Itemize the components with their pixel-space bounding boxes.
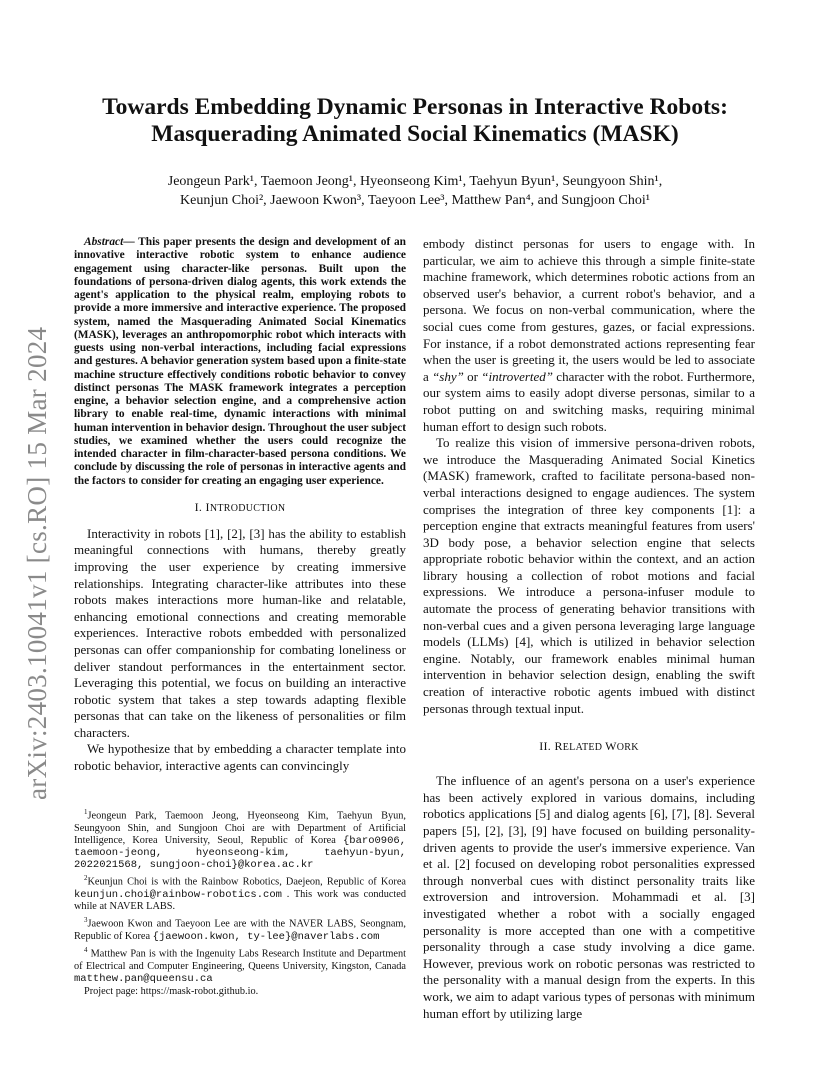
author-list — [74, 172, 756, 210]
footnote-2: $^2$Keunjun Choi is with the Rainbow Robotics, Daejeon, Republic of Korea keunjun.choi@rainbow-robotics.com . This work was conducted while at NAVER LABS. — [74, 874, 406, 913]
footnotes — [74, 806, 406, 1000]
authors-line-2: Keunjun Choi², Jaewoon Kwon³, Taeyoon Lee³, Matthew Pan⁴, and Sungjoon Choi¹ — [180, 193, 650, 208]
abstract-text: — This paper presents the design and development of an innovative interactive robotic system to enhance audience engagement using character-like personas. Built upon the foundations of persona-driven dialog agents, this work extends the agent's application to the physical realm, employing robots to provide a more immersive and interactive experience. The proposed system, named the Masquerading Animated Social Kinematics (MASK), leverages an anthropomorphic robot which interacts with guests using non-verbal interactions, including facial expressions and gestures. A behavior generation system based upon a finite-state machine structure effectively conditions robotic behavior to convey distinct personas The MASK framework integrates a perception engine, a behavior selection engine, and a comprehensive action library to enable real-time, dynamic interactions with minimal human intervention in behavior design. Throughout the user subject studies, we examined whether the users could recognize the intended character in film-character-based persona conditions. We conclude by discussing the role of personas in interactive agents and the factors to consider for creating an engaging user experience. — [74, 236, 406, 487]
footnote-3: $^3$Jaewoon Kwon and Taeyoon Lee are with the NAVER LABS, Seongnam, Republic of Korea {jaewoon.kwon, ty-lee}@naverlabs.com — [74, 916, 406, 944]
section-heading-related-work: II. RELATED WORK — [539, 739, 639, 754]
section-heading-introduction: I. INTRODUCTION — [194, 499, 286, 514]
abstract-label: Abstract — [84, 236, 124, 248]
abstract — [74, 236, 406, 488]
left-column — [74, 236, 406, 775]
related-work-paragraph-1: The influence of an agent's persona on a user's experience has been actively explored in various domains, including robotics applications [5] and dialog agents [6], [7], [8]. Several papers [5], [2], [3], [9] have focused on building personality-driven agents to provide the user's immersive experience. Van et al. [2] focused on developing robot personalities expressed through nonverbal cues with distinct personality traits like extroversion and introversion. Mohammadi et al. [3] investigated whether a robot with a socially engaged personality is more accepted than one with a competitive personality through a case study involving a dice game. However, previous work on robotic personas was restricted to the personality with a manual design from the experts. In this work, we aim to adapt various types of personas with minimum human effort by utilizing large — [423, 773, 755, 1021]
arxiv-identifier: arXiv:2403.10041v1 [cs.RO] 15 Mar 2024 — [22, 326, 52, 800]
title-line-2: Masquerading Animated Social Kinematics (MASK) — [151, 121, 679, 147]
project-page-link[interactable]: Project page: https://mask-robot.github.io. — [84, 986, 259, 998]
intro-paragraph-4: To realize this vision of immersive persona-driven robots, we introduce the Masquerading Animated Social Kinetics (MASK) framework, crafted to facilitate persona-based non-verbal interactions designed to engage audiences. The system comprises the integration of three key components [1]: a perception engine that extracts meaningful features from users' 3D body pose, a behavior selection engine that selects appropriate robotic behavior within the context, and an action library housing a collection of robot motions and facial expressions. We introduce a persona-infuser module to automate the process of generating behavior transitions with non-verbal cues and a given persona leveraging large language models (LLMs) [4], which is utilized in behavior selection engine. Notably, our framework enables minimal human intervention in behavior selection design, enabling the swift creation of interactive robotic agents imbued with distinct personas through textual input. — [423, 435, 755, 716]
intro-paragraph-1: Interactivity in robots [1], [2], [3] has the ability to establish meaningful connections with humans, thereby greatly improving the user experience by creating immersive relationships. Integrating character-like attributes into these robots makes interactions more human-like and relatable, enhancing emotional connections and creating memorable experiences. Interactive robots embedded with personalized personas can offer companionship for combating loneliness or deliver standout performances in the entertainment sector. Leveraging this potential, we focus on building an interactive robotic system that takes a step towards adapting flexible personas that can take on the likeness of personalities or film characters. — [74, 525, 406, 740]
authors-line-1: Jeongeun Park¹, Taemoon Jeong¹, Hyeonseong Kim¹, Taehyun Byun¹, Seungyoon Shin¹, — [167, 174, 663, 189]
paper-title — [74, 94, 756, 148]
title-line-1: Towards Embedding Dynamic Personas in Interactive Robots: — [102, 94, 728, 120]
right-column — [423, 236, 755, 1022]
footnote-4: $^4$ Matthew Pan is with the Ingenuity Labs Research Institute and Department of Electrical and Computer Engineering, Queens University, Kingston, Canada matthew.pan@queensu.ca — [74, 946, 406, 986]
footnote-1: $^1$Jeongeun Park, Taemoon Jeong, Hyeonseong Kim, Taehyun Byun, Seungyoon Shin, and Sungjoon Choi are with Department of Artificial Intelligence, Korea University, Seoul, Republic of Korea {baro0906, taemoon-jeong, hyeonseong-kim, taehyun-byun, 2022021568, sungjoon-choi}@korea.ac.kr — [74, 808, 406, 872]
intro-paragraph-3: embody distinct personas for users to engage with. In particular, we aim to achieve this through a simple finite-state machine framework, which determines robotic actions from an observed user's behavior, a current robot's behavior, and a persona. We focus on non-verbal communication, where the social cues come from gestures, gazes, or facial expressions. For instance, if a robot demonstrated actions representing fear when the user is greeting it, the users would be led to associate a “shy” or “introverted” character with the robot. Furthermore, our system aims to easily adopt diverse personas, similar to a robot putting on and switching masks, requiring minimal human effort to design such robots. — [423, 236, 755, 434]
intro-paragraph-2: We hypothesize that by embedding a character template into robotic behavior, interactive agents can convincingly — [74, 741, 406, 774]
